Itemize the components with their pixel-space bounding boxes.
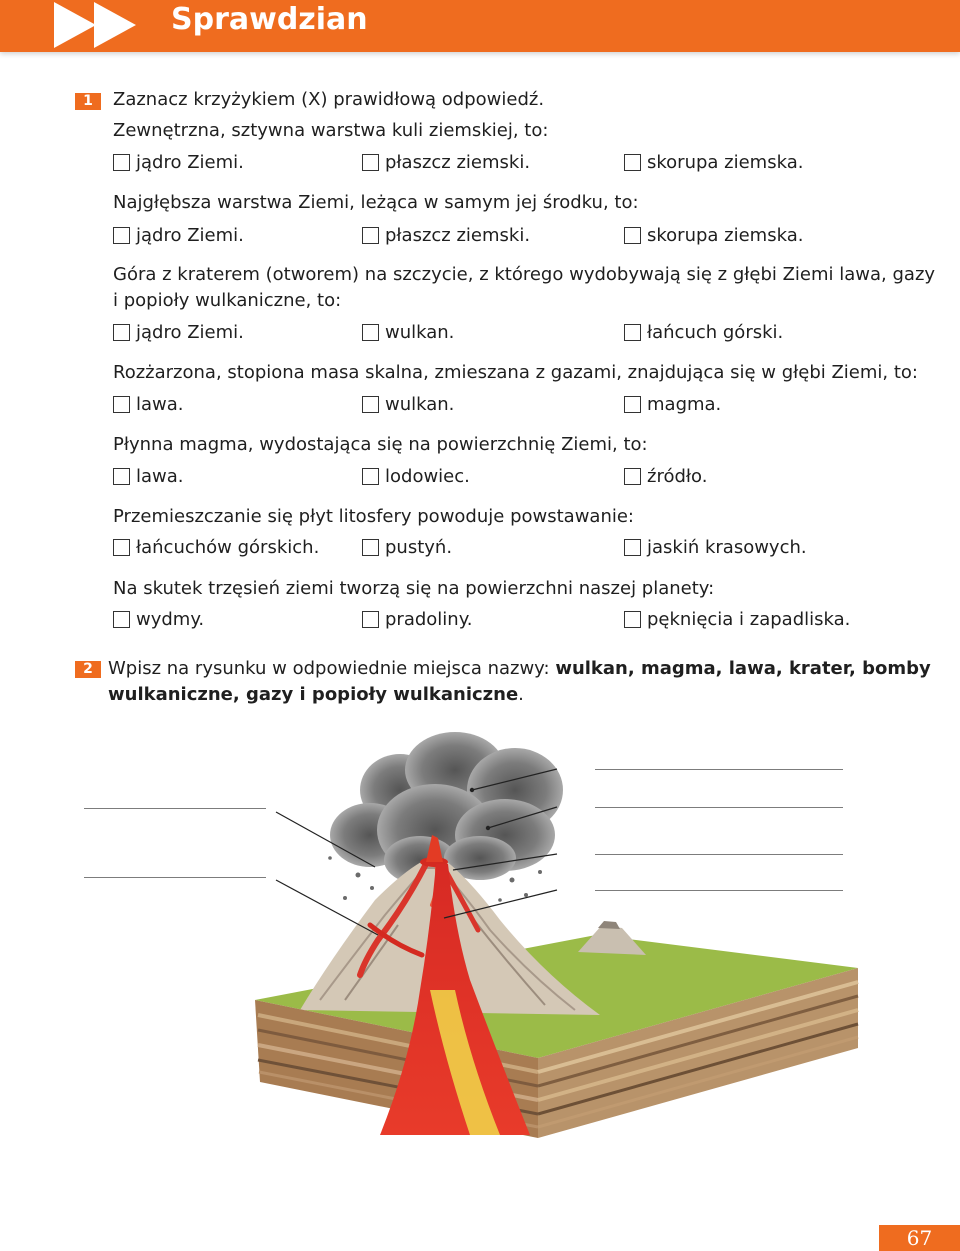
volcano-illustration [0, 720, 960, 1140]
checkbox[interactable] [624, 611, 641, 628]
answer-option[interactable] [362, 394, 454, 415]
answer-option[interactable] [113, 466, 184, 487]
answer-option[interactable] [624, 225, 803, 246]
task-2-instruction [108, 656, 931, 708]
option-label: pustyń. [385, 537, 453, 558]
option-label: pęknięcia i zapadliska. [647, 609, 851, 630]
header-bar [0, 0, 960, 52]
task-2-names: wulkan, magma, lawa, krater, bomby [555, 658, 931, 679]
answer-option[interactable] [624, 609, 850, 630]
question-prompt: Na skutek trzęsień ziemi tworzą się na powierzchni naszej planety: [113, 578, 715, 599]
page-title: Sprawdzian [171, 2, 368, 37]
option-label: skorupa ziemska. [647, 152, 804, 173]
question-prompt: Płynna magma, wydostająca się na powierzchnię Ziemi, to: [113, 434, 648, 455]
checkbox[interactable] [624, 324, 641, 341]
answer-option[interactable] [113, 609, 204, 630]
checkbox[interactable] [113, 468, 130, 485]
question-prompt-continued: i popioły wulkaniczne, to: [113, 290, 342, 311]
option-label: wydmy. [136, 609, 205, 630]
option-label: jądro Ziemi. [136, 322, 244, 343]
checkbox[interactable] [113, 539, 130, 556]
option-label: skorupa ziemska. [647, 225, 804, 246]
question-prompt: Góra z kraterem (otworem) na szczycie, z którego wydobywają się z głębi Ziemi lawa, gazy [113, 264, 936, 285]
answer-option[interactable] [113, 537, 319, 558]
answer-option[interactable] [362, 609, 473, 630]
answer-option[interactable] [362, 466, 470, 487]
answer-option[interactable] [362, 537, 452, 558]
task-2-intro: Wpisz na rysunku w odpowiednie miejsca nazwy: [108, 658, 556, 679]
option-label: płaszcz ziemski. [385, 225, 531, 246]
answer-option[interactable] [362, 225, 530, 246]
option-label: jądro Ziemi. [136, 225, 244, 246]
option-label: jądro Ziemi. [136, 152, 244, 173]
checkbox[interactable] [624, 468, 641, 485]
answer-option[interactable] [113, 322, 244, 343]
option-label: łańcuch górski. [647, 322, 784, 343]
checkbox[interactable] [624, 396, 641, 413]
task-number-1: 1 [75, 93, 101, 110]
answer-option[interactable] [624, 394, 721, 415]
checkbox[interactable] [362, 324, 379, 341]
checkbox[interactable] [113, 396, 130, 413]
checkbox[interactable] [362, 227, 379, 244]
option-label: jaskiń krasowych. [647, 537, 807, 558]
answer-option[interactable] [624, 537, 807, 558]
option-label: wulkan. [385, 322, 455, 343]
question-prompt: Przemieszczanie się płyt litosfery powoduje powstawanie: [113, 506, 634, 527]
checkbox[interactable] [624, 227, 641, 244]
checkbox[interactable] [362, 539, 379, 556]
question-prompt: Zewnętrzna, sztywna warstwa kuli ziemskiej, to: [113, 120, 549, 141]
task-instruction: Zaznacz krzyżykiem (X) prawidłową odpowiedź. [113, 89, 545, 110]
task-number-2: 2 [75, 661, 101, 678]
double-arrow-icon [54, 2, 140, 48]
option-label: źródło. [647, 466, 708, 487]
checkbox[interactable] [362, 396, 379, 413]
option-label: lawa. [136, 394, 184, 415]
checkbox[interactable] [113, 324, 130, 341]
question-prompt: Rozżarzona, stopiona masa skalna, zmieszana z gazami, znajdująca się w głębi Ziemi, to: [113, 362, 918, 383]
answer-option[interactable] [362, 322, 454, 343]
checkbox[interactable] [113, 154, 130, 171]
page-number: 67 [879, 1225, 960, 1251]
checkbox[interactable] [362, 611, 379, 628]
answer-option[interactable] [113, 225, 244, 246]
answer-option[interactable] [113, 152, 244, 173]
checkbox[interactable] [362, 468, 379, 485]
answer-option[interactable] [362, 152, 530, 173]
option-label: lodowiec. [385, 466, 470, 487]
checkbox[interactable] [113, 227, 130, 244]
answer-option[interactable] [113, 394, 184, 415]
task-2-names-continued: wulkaniczne, gazy i popioły wulkaniczne [108, 684, 519, 705]
checkbox[interactable] [624, 154, 641, 171]
option-label: lawa. [136, 466, 184, 487]
option-label: magma. [647, 394, 722, 415]
checkbox[interactable] [362, 154, 379, 171]
answer-option[interactable] [624, 466, 707, 487]
checkbox[interactable] [624, 539, 641, 556]
option-label: płaszcz ziemski. [385, 152, 531, 173]
option-label: pradoliny. [385, 609, 473, 630]
option-label: łańcuchów górskich. [136, 537, 320, 558]
checkbox[interactable] [113, 611, 130, 628]
question-prompt: Najgłębsza warstwa Ziemi, leżąca w samym jej środku, to: [113, 192, 639, 213]
option-label: wulkan. [385, 394, 455, 415]
answer-option[interactable] [624, 322, 783, 343]
task-2-end: . [518, 684, 524, 705]
answer-option[interactable] [624, 152, 803, 173]
